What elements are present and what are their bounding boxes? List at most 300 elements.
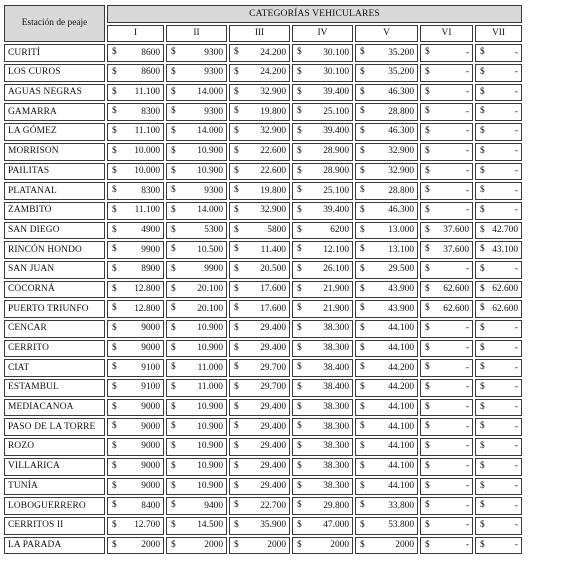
fare-cell xyxy=(475,123,522,141)
table-row xyxy=(4,182,522,200)
currency-symbol: $ xyxy=(297,421,302,432)
currency-symbol: $ xyxy=(171,126,176,137)
table-row xyxy=(4,320,522,338)
fare-cell xyxy=(166,300,227,318)
station-name-cell: PASO DE LA TORRE xyxy=(4,418,105,436)
fare-amount: 11.000 xyxy=(197,382,223,393)
fare-cell xyxy=(229,320,290,338)
fare-amount: 44.100 xyxy=(388,461,414,472)
fare-amount: 9000 xyxy=(141,402,160,413)
table-row xyxy=(4,379,522,397)
fare-amount: - xyxy=(514,402,518,413)
fare-amount: 8600 xyxy=(141,47,160,58)
fare-cell xyxy=(292,359,353,377)
fare-amount: 10.900 xyxy=(197,146,223,157)
currency-symbol: $ xyxy=(171,323,176,333)
fare-cell xyxy=(292,438,353,456)
fare-cell xyxy=(107,379,164,397)
fare-amount: 21.900 xyxy=(323,283,349,294)
table-row xyxy=(4,537,522,555)
fare-cell xyxy=(166,399,227,417)
currency-symbol: $ xyxy=(171,362,176,373)
fare-cell xyxy=(475,379,522,397)
fare-cell xyxy=(292,44,353,62)
currency-symbol: $ xyxy=(112,145,117,156)
fare-amount: 11.000 xyxy=(197,362,223,373)
fare-cell xyxy=(420,182,473,200)
currency-symbol: $ xyxy=(171,539,176,550)
currency-symbol: $ xyxy=(425,185,430,196)
fare-amount: 29.400 xyxy=(260,441,286,452)
fare-amount: - xyxy=(514,441,518,452)
fare-cell xyxy=(355,103,418,121)
category-header-vi: VI xyxy=(420,25,473,43)
toll-table-body xyxy=(4,44,522,554)
currency-symbol: $ xyxy=(425,382,430,393)
fare-amount: 22.700 xyxy=(260,500,286,511)
fare-amount: 62.600 xyxy=(492,303,518,314)
currency-symbol: $ xyxy=(234,342,239,353)
currency-symbol: $ xyxy=(112,283,117,294)
fare-amount: 32.900 xyxy=(388,165,414,176)
currency-symbol: $ xyxy=(425,47,430,58)
fare-cell xyxy=(355,143,418,161)
fare-amount: - xyxy=(465,165,469,176)
currency-symbol: $ xyxy=(360,460,365,471)
fare-amount: 13.100 xyxy=(388,244,414,255)
fare-cell xyxy=(420,143,473,161)
station-name-cell: CERRITOS II xyxy=(4,517,105,535)
fare-cell xyxy=(166,222,227,240)
currency-symbol: $ xyxy=(234,401,239,412)
fare-cell xyxy=(420,458,473,476)
currency-symbol: $ xyxy=(360,362,365,373)
currency-symbol: $ xyxy=(234,519,239,530)
fare-amount: - xyxy=(465,461,469,472)
currency-symbol: $ xyxy=(297,500,302,511)
fare-amount: 44.100 xyxy=(388,480,414,491)
fare-cell xyxy=(107,64,164,82)
fare-amount: 11.100 xyxy=(134,205,160,216)
currency-symbol: $ xyxy=(480,106,485,117)
fare-amount: - xyxy=(465,323,469,334)
currency-symbol: $ xyxy=(297,539,302,550)
currency-symbol: $ xyxy=(297,106,302,117)
fare-cell xyxy=(420,281,473,299)
fare-amount: - xyxy=(514,106,518,117)
fare-amount: 38.300 xyxy=(323,461,349,472)
currency-symbol: $ xyxy=(112,263,117,274)
fare-cell xyxy=(355,379,418,397)
fare-amount: - xyxy=(514,87,518,98)
currency-symbol: $ xyxy=(297,244,302,255)
fare-cell xyxy=(292,84,353,102)
currency-symbol: $ xyxy=(360,323,365,333)
fare-cell xyxy=(420,497,473,515)
station-name-cell: RINCÓN HONDO xyxy=(4,241,105,259)
currency-symbol: $ xyxy=(171,480,176,491)
currency-symbol: $ xyxy=(234,323,239,333)
fare-amount: - xyxy=(465,500,469,511)
fare-amount: 5300 xyxy=(204,224,223,235)
category-header-v: V xyxy=(355,25,418,43)
currency-symbol: $ xyxy=(171,519,176,530)
currency-symbol: $ xyxy=(112,106,117,117)
fare-amount: 32.900 xyxy=(260,87,286,98)
fare-cell xyxy=(166,163,227,181)
fare-cell xyxy=(475,340,522,358)
currency-symbol: $ xyxy=(171,382,176,393)
fare-amount: 14.500 xyxy=(197,520,223,531)
fare-cell xyxy=(166,182,227,200)
currency-symbol: $ xyxy=(480,460,485,471)
fare-amount: - xyxy=(514,480,518,491)
currency-symbol: $ xyxy=(425,480,430,491)
fare-amount: 12.800 xyxy=(134,303,160,314)
fare-amount: 38.300 xyxy=(323,441,349,452)
currency-symbol: $ xyxy=(297,362,302,373)
fare-amount: 9000 xyxy=(141,323,160,334)
fare-amount: 29.700 xyxy=(260,382,286,393)
fare-amount: 38.300 xyxy=(323,421,349,432)
fare-amount: 26.100 xyxy=(323,264,349,275)
fare-cell xyxy=(420,399,473,417)
currency-symbol: $ xyxy=(480,204,485,215)
table-row xyxy=(4,359,522,377)
fare-amount: 44.100 xyxy=(388,421,414,432)
currency-symbol: $ xyxy=(480,165,485,176)
fare-cell xyxy=(107,517,164,535)
currency-symbol: $ xyxy=(112,204,117,215)
table-row xyxy=(4,64,522,82)
fare-amount: 43.900 xyxy=(388,283,414,294)
fare-cell xyxy=(166,379,227,397)
table-row xyxy=(4,261,522,279)
currency-symbol: $ xyxy=(297,47,302,58)
currency-symbol: $ xyxy=(234,244,239,255)
fare-amount: - xyxy=(465,362,469,373)
fare-amount: 38.300 xyxy=(323,343,349,354)
currency-symbol: $ xyxy=(297,67,302,78)
fare-cell xyxy=(475,182,522,200)
fare-amount: 29.500 xyxy=(388,264,414,275)
currency-symbol: $ xyxy=(297,185,302,196)
station-name-cell: CURITÍ xyxy=(4,44,105,62)
fare-cell xyxy=(166,281,227,299)
currency-symbol: $ xyxy=(360,185,365,196)
fare-cell xyxy=(475,143,522,161)
currency-symbol: $ xyxy=(112,441,117,452)
table-row xyxy=(4,222,522,240)
station-name-cell: SAN JUAN xyxy=(4,261,105,279)
fare-amount: 9300 xyxy=(204,67,223,78)
fare-amount: 29.400 xyxy=(260,461,286,472)
fare-amount: - xyxy=(465,264,469,275)
fare-amount: 30.100 xyxy=(323,47,349,58)
fare-amount: 9400 xyxy=(204,500,223,511)
table-row xyxy=(4,478,522,496)
currency-symbol: $ xyxy=(112,47,117,58)
fare-amount: 11.100 xyxy=(134,126,160,137)
fare-amount: 29.400 xyxy=(260,421,286,432)
currency-symbol: $ xyxy=(234,145,239,156)
currency-symbol: $ xyxy=(112,460,117,471)
fare-cell xyxy=(355,222,418,240)
currency-symbol: $ xyxy=(297,126,302,137)
currency-symbol: $ xyxy=(480,224,485,235)
fare-cell xyxy=(475,418,522,436)
currency-symbol: $ xyxy=(112,224,117,235)
fare-cell xyxy=(229,103,290,121)
fare-cell xyxy=(229,261,290,279)
currency-symbol: $ xyxy=(171,421,176,432)
fare-amount: 8900 xyxy=(141,264,160,275)
fare-cell xyxy=(107,281,164,299)
fare-cell xyxy=(355,182,418,200)
fare-cell xyxy=(292,64,353,82)
fare-cell xyxy=(107,458,164,476)
fare-cell xyxy=(355,478,418,496)
fare-amount: - xyxy=(514,205,518,216)
fare-cell xyxy=(107,163,164,181)
currency-symbol: $ xyxy=(425,401,430,412)
currency-symbol: $ xyxy=(425,244,430,255)
currency-symbol: $ xyxy=(480,480,485,491)
fare-amount: 14.000 xyxy=(197,126,223,137)
fare-amount: 44.100 xyxy=(388,343,414,354)
fare-cell xyxy=(229,222,290,240)
fare-amount: 2000 xyxy=(204,539,223,550)
fare-cell xyxy=(229,379,290,397)
fare-cell xyxy=(229,163,290,181)
currency-symbol: $ xyxy=(171,185,176,196)
currency-symbol: $ xyxy=(480,185,485,196)
fare-amount: - xyxy=(465,480,469,491)
fare-amount: 29.400 xyxy=(260,480,286,491)
currency-symbol: $ xyxy=(234,67,239,78)
fare-cell xyxy=(292,241,353,259)
fare-amount: - xyxy=(465,441,469,452)
currency-symbol: $ xyxy=(425,500,430,511)
fare-cell xyxy=(475,202,522,220)
fare-cell xyxy=(355,399,418,417)
fare-amount: - xyxy=(514,47,518,58)
currency-symbol: $ xyxy=(425,204,430,215)
fare-cell xyxy=(420,438,473,456)
fare-amount: 10.900 xyxy=(197,441,223,452)
fare-cell xyxy=(229,281,290,299)
category-header-i: I xyxy=(107,25,164,43)
currency-symbol: $ xyxy=(234,263,239,274)
station-column-header: Estación de peaje xyxy=(4,5,105,42)
table-row xyxy=(4,44,522,62)
fare-cell xyxy=(420,320,473,338)
fare-cell xyxy=(229,202,290,220)
fare-amount: 38.300 xyxy=(323,402,349,413)
fare-amount: 28.800 xyxy=(388,185,414,196)
currency-symbol: $ xyxy=(425,263,430,274)
currency-symbol: $ xyxy=(425,539,430,550)
fare-cell xyxy=(166,143,227,161)
currency-symbol: $ xyxy=(171,342,176,353)
table-row xyxy=(4,202,522,220)
fare-cell xyxy=(475,517,522,535)
currency-symbol: $ xyxy=(297,86,302,97)
fare-amount: 20.100 xyxy=(197,283,223,294)
fare-cell xyxy=(166,478,227,496)
fare-cell xyxy=(355,64,418,82)
fare-cell xyxy=(475,103,522,121)
fare-amount: 38.400 xyxy=(323,362,349,373)
currency-symbol: $ xyxy=(297,519,302,530)
station-name-cell: LOBOGUERRERO xyxy=(4,497,105,515)
currency-symbol: $ xyxy=(480,86,485,97)
currency-symbol: $ xyxy=(360,303,365,314)
fare-amount: - xyxy=(514,539,518,550)
fare-amount: 44.200 xyxy=(388,362,414,373)
fare-amount: 9300 xyxy=(204,47,223,58)
fare-amount: 39.400 xyxy=(323,205,349,216)
fare-cell xyxy=(420,340,473,358)
fare-amount: 4900 xyxy=(141,224,160,235)
fare-cell xyxy=(166,103,227,121)
fare-cell xyxy=(420,300,473,318)
fare-cell xyxy=(292,300,353,318)
fare-amount: 9100 xyxy=(141,382,160,393)
fare-cell xyxy=(229,438,290,456)
fare-amount: 10.000 xyxy=(134,165,160,176)
table-row xyxy=(4,399,522,417)
fare-cell xyxy=(475,497,522,515)
fare-amount: 6200 xyxy=(330,224,349,235)
currency-symbol: $ xyxy=(480,362,485,373)
fare-cell xyxy=(292,103,353,121)
fare-cell xyxy=(107,399,164,417)
currency-symbol: $ xyxy=(234,126,239,137)
currency-symbol: $ xyxy=(171,263,176,274)
fare-cell xyxy=(229,359,290,377)
station-name-cell: AGUAS NEGRAS xyxy=(4,84,105,102)
fare-amount: - xyxy=(514,185,518,196)
currency-symbol: $ xyxy=(297,165,302,176)
fare-cell xyxy=(292,517,353,535)
fare-cell xyxy=(420,241,473,259)
fare-cell xyxy=(107,320,164,338)
currency-symbol: $ xyxy=(480,283,485,294)
fare-amount: 28.800 xyxy=(388,106,414,117)
table-row xyxy=(4,241,522,259)
fare-cell xyxy=(229,123,290,141)
station-name-cell: GAMARRA xyxy=(4,103,105,121)
fare-cell xyxy=(292,202,353,220)
currency-symbol: $ xyxy=(234,480,239,491)
fare-cell xyxy=(107,261,164,279)
fare-cell xyxy=(355,84,418,102)
currency-symbol: $ xyxy=(425,165,430,176)
currency-symbol: $ xyxy=(112,500,117,511)
currency-symbol: $ xyxy=(360,500,365,511)
fare-cell xyxy=(292,340,353,358)
fare-amount: 12.100 xyxy=(323,244,349,255)
fare-amount: - xyxy=(514,126,518,137)
fare-cell xyxy=(107,438,164,456)
currency-symbol: $ xyxy=(171,145,176,156)
fare-amount: - xyxy=(465,106,469,117)
currency-symbol: $ xyxy=(234,362,239,373)
fare-amount: - xyxy=(514,362,518,373)
currency-symbol: $ xyxy=(234,185,239,196)
currency-symbol: $ xyxy=(297,204,302,215)
table-row xyxy=(4,163,522,181)
fare-amount: 37.600 xyxy=(443,244,469,255)
currency-symbol: $ xyxy=(112,165,117,176)
currency-symbol: $ xyxy=(297,480,302,491)
fare-cell xyxy=(166,261,227,279)
fare-cell xyxy=(229,143,290,161)
currency-symbol: $ xyxy=(112,480,117,491)
fare-cell xyxy=(229,64,290,82)
currency-symbol: $ xyxy=(171,165,176,176)
currency-symbol: $ xyxy=(360,480,365,491)
fare-cell xyxy=(475,359,522,377)
fare-cell xyxy=(292,261,353,279)
fare-amount: 9100 xyxy=(141,362,160,373)
fare-cell xyxy=(166,320,227,338)
table-row xyxy=(4,458,522,476)
currency-symbol: $ xyxy=(297,283,302,294)
currency-symbol: $ xyxy=(112,86,117,97)
fare-cell xyxy=(166,241,227,259)
fare-cell xyxy=(420,478,473,496)
fare-cell xyxy=(166,458,227,476)
currency-symbol: $ xyxy=(425,145,430,156)
fare-amount: - xyxy=(514,67,518,78)
fare-cell xyxy=(166,340,227,358)
fare-cell xyxy=(107,123,164,141)
currency-symbol: $ xyxy=(234,165,239,176)
category-header-vii: VII xyxy=(475,25,522,43)
currency-symbol: $ xyxy=(171,401,176,412)
fare-cell xyxy=(355,359,418,377)
currency-symbol: $ xyxy=(480,126,485,137)
currency-symbol: $ xyxy=(425,106,430,117)
fare-amount: 5800 xyxy=(267,224,286,235)
fare-amount: 10.900 xyxy=(197,480,223,491)
fare-amount: 39.400 xyxy=(323,87,349,98)
fare-cell xyxy=(107,359,164,377)
fare-cell xyxy=(420,84,473,102)
currency-symbol: $ xyxy=(480,421,485,432)
fare-amount: 10.000 xyxy=(134,146,160,157)
fare-amount: 22.600 xyxy=(260,165,286,176)
currency-symbol: $ xyxy=(425,342,430,353)
currency-symbol: $ xyxy=(297,342,302,353)
fare-cell xyxy=(107,202,164,220)
fare-cell xyxy=(107,537,164,555)
currency-symbol: $ xyxy=(297,323,302,333)
currency-symbol: $ xyxy=(480,263,485,274)
fare-cell xyxy=(229,340,290,358)
currency-symbol: $ xyxy=(112,342,117,353)
currency-symbol: $ xyxy=(480,382,485,393)
fare-amount: - xyxy=(514,461,518,472)
currency-symbol: $ xyxy=(112,382,117,393)
fare-cell xyxy=(420,379,473,397)
currency-symbol: $ xyxy=(425,323,430,333)
station-name-cell: COCORNÁ xyxy=(4,281,105,299)
fare-amount: - xyxy=(514,520,518,531)
fare-cell xyxy=(420,537,473,555)
